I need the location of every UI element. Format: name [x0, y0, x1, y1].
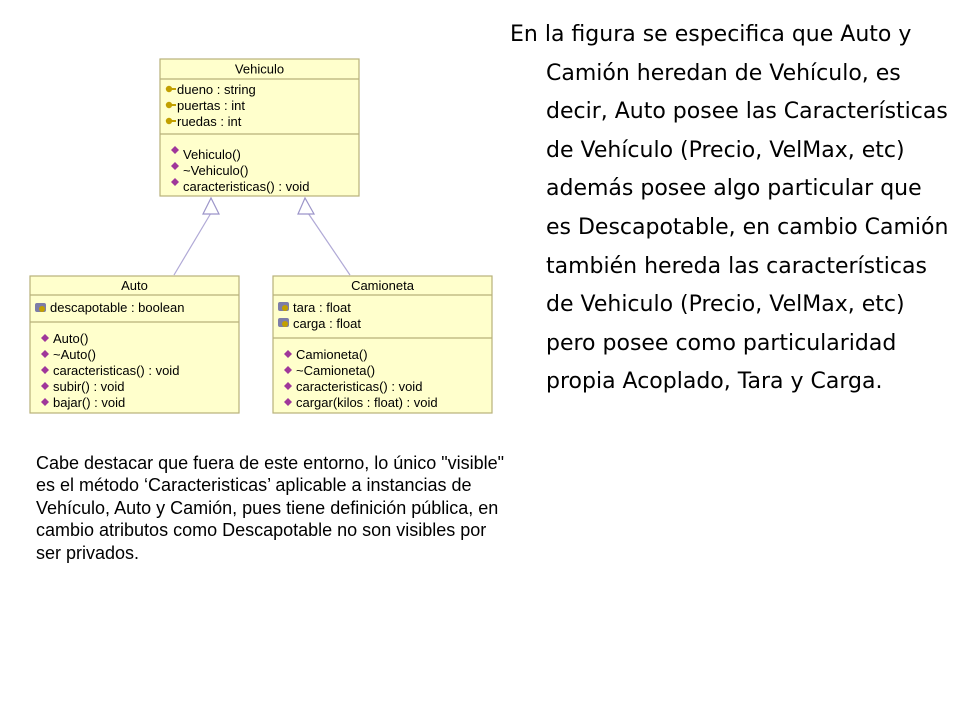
operation-vehiculo-caracteristicas: caracteristicas() : void	[183, 179, 310, 194]
operation-camioneta-dtor: ~Camioneta()	[296, 363, 376, 378]
operation-auto-ctor: Auto()	[53, 331, 89, 346]
attribute-lock-icon	[278, 302, 289, 311]
operation-auto-bajar: bajar() : void	[53, 395, 126, 410]
class-camioneta	[273, 276, 492, 413]
class-vehiculo	[160, 59, 359, 196]
operation-auto-subir: subir() : void	[53, 379, 125, 394]
attribute-puertas: puertas : int	[177, 98, 245, 113]
class-name-camioneta: Camioneta	[351, 278, 414, 293]
operation-camioneta-cargar: cargar(kilos : float) : void	[296, 395, 438, 410]
attribute-dueno: dueno : string	[177, 82, 256, 97]
explanation-paragraph: En la figura se especifica que Auto y Camión heredan de Vehículo, es decir, Auto posee las Características de Vehículo (Precio, VelMax, etc) además posee algo particular que es Descapotable, en cambio Camión también hereda las características de Vehiculo (Precio, VelMax, etc) pero posee como particularidad propia Acoplado, Tara y Carga.	[510, 22, 949, 395]
attribute-lock-icon	[35, 303, 46, 312]
attribute-tara: tara : float	[293, 300, 351, 315]
class-name-vehiculo: Vehiculo	[234, 61, 285, 77]
class-auto	[30, 276, 239, 413]
operation-auto-dtor: ~Auto()	[53, 347, 96, 362]
operation-camioneta-ctor: Camioneta()	[296, 347, 368, 362]
operation-auto-caracteristicas: caracteristicas() : void	[53, 363, 180, 378]
operation-camioneta-caracteristicas: caracteristicas() : void	[296, 379, 423, 394]
generalization-auto-to-vehiculo	[174, 198, 219, 275]
attribute-lock-icon	[278, 318, 289, 327]
attribute-descapotable: descapotable : boolean	[50, 300, 185, 315]
operation-vehiculo-dtor: ~Vehiculo()	[183, 163, 249, 178]
visibility-note-paragraph: Cabe destacar que fuera de este entorno, lo único "visible" es el método ‘Caracteristicas’ aplicable a instancias de Vehículo, Auto y Camión, pues tiene definición pública, en cambio atributos como Descapotable no son visibles por ser privados.	[36, 453, 505, 563]
attribute-ruedas: ruedas : int	[177, 114, 242, 129]
class-name-auto: Auto	[121, 278, 148, 293]
generalization-camioneta-to-vehiculo	[298, 198, 350, 275]
uml-class-diagram	[0, 0, 500, 420]
attribute-carga: carga : float	[293, 316, 361, 331]
operation-vehiculo-ctor: Vehiculo()	[183, 147, 241, 162]
